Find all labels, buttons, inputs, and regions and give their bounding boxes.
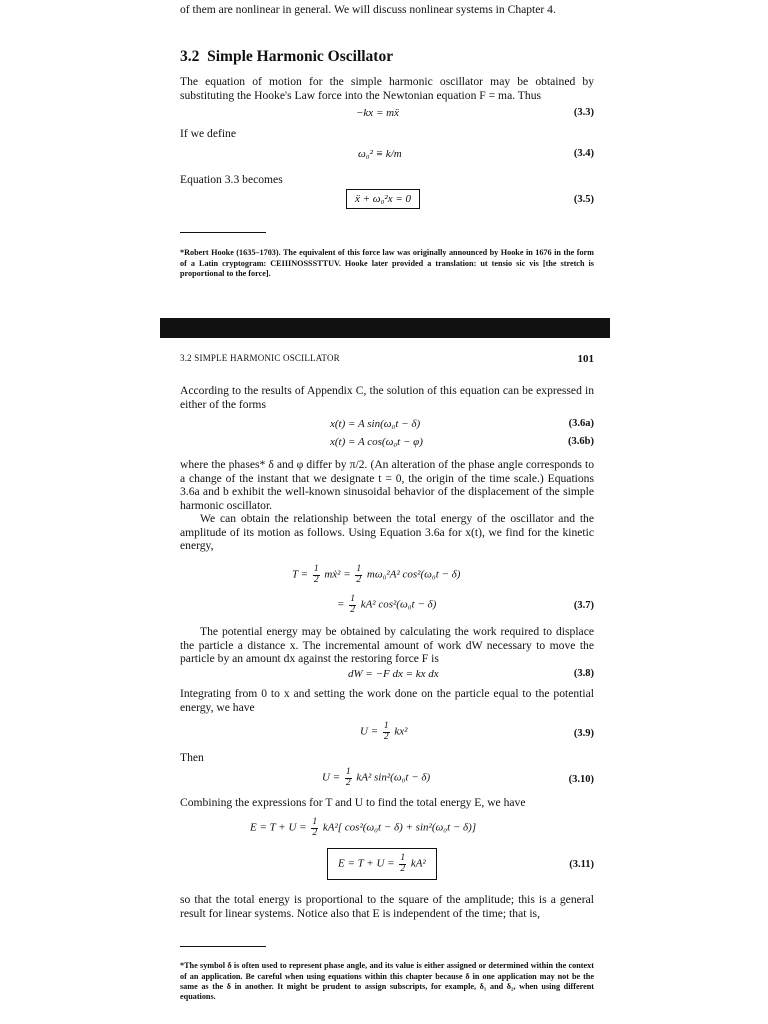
kinetic-energy-lhs: T = [292,568,309,581]
half-fraction: $\frac{1}{2}$ [350,594,355,615]
equation-3-9 [180,722,594,746]
footnote-rule [180,946,266,947]
half-fraction: $\frac{1}{2}$ [356,564,362,585]
paragraph-kinetic-energy: We can obtain the relationship between the total energy of the oscillator and the amplitude of its motion as follows. Using Equation 3.6a for x(t), we find for the kinetic energy, [180,512,594,553]
half-fraction: $\frac{1}{2}$ [400,853,406,874]
equation-3-3-becomes-text: Equation 3.3 becomes [180,173,283,186]
running-header [180,353,594,367]
equation-3-8-number: (3.8) [573,668,594,679]
equation-3-3-number: (3.3) [573,107,594,118]
equation-3-11-number: (3.11) [569,859,594,870]
paragraph-solution-forms: According to the results of Appendix C, the solution of this equation can be expressed in either of the forms [180,384,594,411]
page-number: 101 [577,353,594,365]
section-title: Simple Harmonic Oscillator [207,48,394,65]
half-fraction: $\frac{1}{2}$ [313,564,319,585]
half-fraction: $\frac{1}{2}$ [383,721,389,742]
half-fraction: $\frac{1}{2}$ [312,817,318,838]
equation-3-7-number: (3.7) [573,600,594,611]
then-text: Then [180,751,204,764]
equation-3-6b-number: (3.6b) [568,436,594,447]
equation-3-4-body: ω₀² ≡ k/m [358,148,402,160]
total-energy-rhs: kA² [410,857,426,870]
equation-3-6a-body: x(t) = A sin(ω₀t − δ) [330,418,421,430]
equation-3-6a-number: (3.6a) [568,418,594,429]
page-separator-band [160,318,610,338]
equation-3-5 [180,189,594,215]
delta-footnote: *The symbol δ is often used to represent phase angle, and its value is either assigned or determined within the context of an application. Be careful when using equations within this chapter because δ in one application may not be the same as the δ in another. It might be prudent to assign subscripts, for example, δ₁ and δ₂, when using different equations. [180,961,594,1002]
equation-3-10-body [322,768,430,788]
half-fraction: $\frac{1}{2}$ [345,767,351,788]
paragraph-combining: Combining the expressions for T and U to find the total energy E, we have [180,796,526,809]
kinetic-energy-result: kA² cos²(ω₀t − δ) [360,598,437,611]
equation-3-11 [180,848,594,882]
equation-3-9-number: (3.9) [573,728,594,739]
equation-3-6a [180,418,594,434]
potential-energy-rhs: kx² [394,725,408,738]
kinetic-energy-term: mẋ² = [324,568,351,581]
carryover-line: of them are nonlinear in general. We will discuss nonlinear systems in Chapter 4. [180,3,556,16]
equation-3-9-body [360,722,407,742]
equation-3-3 [180,107,594,123]
equation-3-11-boxed [327,848,437,880]
equation-total-energy [250,818,476,838]
equation-3-8 [180,668,594,684]
equation-3-7-line2-body: = $\frac{1}{2}$ kA² cos²(ω₀t − δ) [337,594,437,615]
section-number: 3.2 [180,48,200,65]
total-energy-lhs: E = T + U = [250,821,307,834]
running-head: 3.2 SIMPLE HARMONIC OSCILLATOR [180,353,340,363]
paragraph-potential-energy: The potential energy may be obtained by calculating the work required to displace the particle a distance x. The incremental amount of work dW necessary to move the particle by an amount dx against the restoring force F is [180,625,594,666]
total-energy-rhs: kA²[ cos²(ω₀t − δ) + sin²(ω₀t − δ)] [322,821,477,834]
equation-3-6b [180,436,594,452]
paragraph-integrating: Integrating from 0 to x and setting the work done on the particle equal to the potential energy, we have [180,687,594,714]
equation-3-4 [180,148,594,164]
equation-3-5-boxed: ẍ + ω₀²x = 0 [346,189,420,209]
potential-energy-rhs: kA² sin²(ω₀t − δ) [356,771,431,784]
equation-3-8-body: dW = −F dx = kx dx [348,668,439,680]
footnote-rule [180,232,266,233]
equation-3-4-number: (3.4) [573,148,594,159]
equation-3-7-line2 [180,595,594,617]
paragraph-phases: where the phases* δ and φ differ by π/2. (An alteration of the phase angle corresponds to a change of the instant that we designate t = 0, the origin of the time scale.) Equations 3.6a and b exhibit the well-known sinusoidal behavior of the displacement of the simple harmonic oscillator. [180,458,594,512]
intro-paragraph: The equation of motion for the simple harmonic oscillator may be obtained by substituting the Hooke's Law force into the Newtonian equation F = ma. Thus [180,75,594,102]
equation-3-7-line1 [292,565,460,585]
equation-3-6b-body: x(t) = A cos(ω₀t − φ) [330,436,423,448]
total-energy-lhs: E = T + U = [338,857,395,870]
hooke-footnote: *Robert Hooke (1635–1703). The equivalent of this force law was originally announced by Hooke in 1676 in the form of a Latin cryptogram: CEIIINOSSSTTUV. Hooke later provided a translation: ut tensio sic vis [the stretch is proportional to the force]. [180,248,594,278]
paragraph-amplitude: so that the total energy is proportional to the square of the amplitude; this is a general result for linear systems. Notice also that E is independent of the time; that is, [180,893,594,920]
potential-energy-lhs: U = [322,771,341,784]
section-heading [180,48,393,66]
equation-3-5-number: (3.5) [573,194,594,205]
equation-3-10 [180,768,594,792]
kinetic-energy-expansion: mω₀²A² cos²(ω₀t − δ) [366,568,461,581]
potential-energy-lhs: U = [360,725,379,738]
equation-3-10-number: (3.10) [568,774,594,785]
if-we-define-text: If we define [180,127,237,140]
equation-3-3-body: −kx = mẍ [356,107,399,119]
